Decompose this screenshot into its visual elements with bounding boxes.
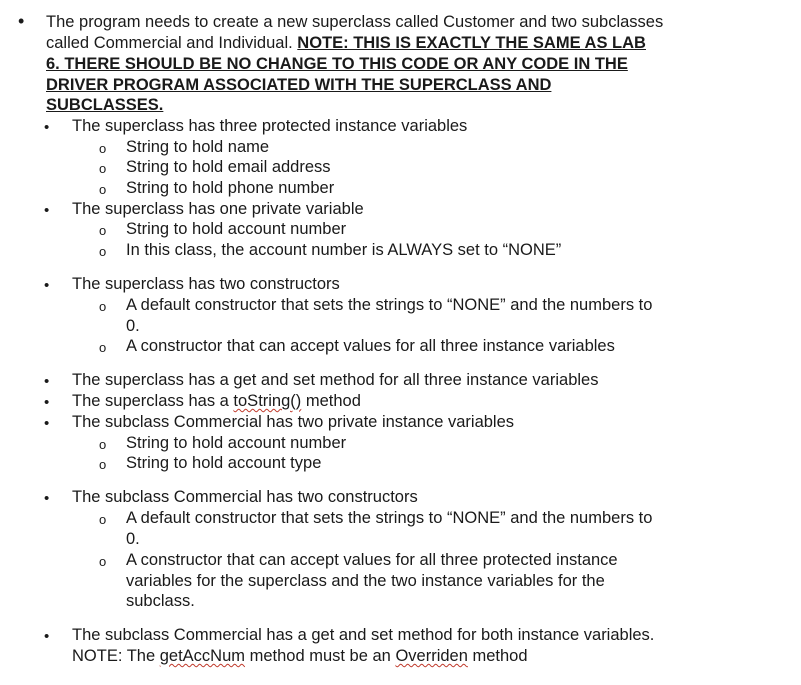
item-s7b-line1: A constructor that can accept values for all three protected instance bbox=[126, 551, 618, 569]
subbullet-s3b: o bbox=[99, 340, 107, 355]
subbullet-s3a: o bbox=[99, 299, 107, 314]
subbullet-s6b: o bbox=[99, 457, 107, 472]
subbullet-s7b: o bbox=[99, 554, 107, 569]
subbullet-s1c: o bbox=[99, 182, 107, 197]
item-s7b-line2: variables for the superclass and the two instance variables for the bbox=[126, 572, 605, 590]
overriden-spellcheck: Overriden bbox=[395, 647, 468, 665]
subbullet-s2b: o bbox=[99, 244, 107, 259]
item-s1b: String to hold email address bbox=[126, 158, 331, 176]
item-s3b: A constructor that can accept values for all three instance variables bbox=[126, 337, 615, 355]
s5-post: method bbox=[301, 392, 361, 410]
item-s6b: String to hold account type bbox=[126, 454, 322, 472]
item-s2b: In this class, the account number is ALWAYS set to “NONE” bbox=[126, 241, 562, 259]
item-s7: The subclass Commercial has two constructors bbox=[72, 488, 418, 506]
item-s6: The subclass Commercial has two private instance variables bbox=[72, 413, 515, 431]
item-s1: The superclass has three protected instance variables bbox=[72, 117, 468, 135]
note-text: NOTE: THIS IS EXACTLY THE SAME AS LAB bbox=[297, 34, 646, 52]
item-s7a-line2: 0. bbox=[126, 530, 140, 548]
item-s7a-line1: A default constructor that sets the strings to “NONE” and the numbers to bbox=[126, 509, 653, 527]
item-s5 bbox=[72, 391, 361, 412]
s8-pre: NOTE: The bbox=[72, 647, 160, 665]
item-s2a: String to hold account number bbox=[126, 220, 347, 238]
item-s6a: String to hold account number bbox=[126, 434, 347, 452]
item-s3: The superclass has two constructors bbox=[72, 275, 340, 293]
item-s8-line1: The subclass Commercial has a get and set method for both instance variables. bbox=[72, 626, 655, 644]
subbullet-s7a: o bbox=[99, 512, 107, 527]
tostring-spellcheck: toString() bbox=[233, 392, 302, 410]
top-bullet: • bbox=[18, 11, 25, 31]
item-s1a: String to hold name bbox=[126, 138, 270, 156]
item-s1c: String to hold phone number bbox=[126, 179, 335, 197]
subbullet-s2a: o bbox=[99, 223, 107, 238]
note-line-5: SUBCLASSES. bbox=[46, 96, 164, 114]
item-s3a-line2: 0. bbox=[126, 317, 140, 335]
bullet-s6: • bbox=[44, 415, 50, 432]
item-s8-line2 bbox=[72, 646, 528, 667]
intro-line-2 bbox=[46, 33, 646, 54]
subbullet-s1a: o bbox=[99, 141, 107, 156]
bullet-s1: • bbox=[44, 119, 50, 136]
intro-text: called Commercial and Individual. bbox=[46, 34, 298, 52]
bullet-s5: • bbox=[44, 394, 50, 411]
s8-mid: method must be an bbox=[245, 647, 396, 665]
item-s4: The superclass has a get and set method for all three instance variables bbox=[72, 371, 599, 389]
bullet-s2: • bbox=[44, 202, 50, 219]
subbullet-s1b: o bbox=[99, 161, 107, 176]
s8-post: method bbox=[467, 647, 528, 665]
subbullet-s6a: o bbox=[99, 437, 107, 452]
bullet-s4: • bbox=[44, 373, 50, 390]
s5-pre: The superclass has a bbox=[72, 392, 234, 410]
item-s7b-line3: subclass. bbox=[126, 592, 195, 610]
intro-line-1: The program needs to create a new superclass called Customer and two subclasses bbox=[46, 13, 664, 31]
note-line-3: 6. THERE SHOULD BE NO CHANGE TO THIS CODE OR ANY CODE IN THE bbox=[46, 55, 628, 73]
bullet-s8: • bbox=[44, 628, 50, 645]
bullet-s3: • bbox=[44, 277, 50, 294]
bullet-s7: • bbox=[44, 490, 50, 507]
note-line-4: DRIVER PROGRAM ASSOCIATED WITH THE SUPERCLASS AND bbox=[46, 76, 552, 94]
item-s3a-line1: A default constructor that sets the strings to “NONE” and the numbers to bbox=[126, 296, 653, 314]
getaccnum-spellcheck: getAccNum bbox=[159, 647, 246, 665]
item-s2: The superclass has one private variable bbox=[72, 200, 364, 218]
